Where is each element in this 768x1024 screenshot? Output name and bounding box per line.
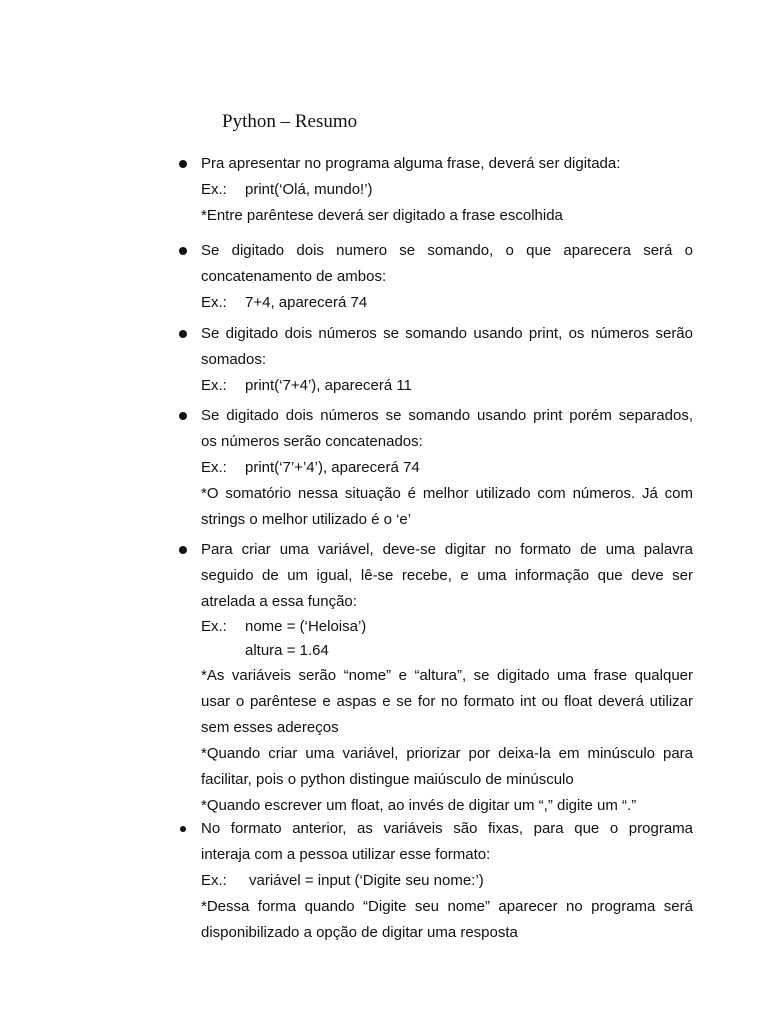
note-text: strings o melhor utilizado é o ‘e’	[201, 511, 412, 528]
list-item	[201, 537, 693, 819]
example-line	[201, 373, 693, 399]
note-text: *O somatório nessa situação é melhor utilizado com números. Já com	[201, 485, 693, 502]
note-text: *Dessa forma quando “Digite seu nome” aparecer no programa será	[201, 898, 693, 915]
example-code: nome = (‘Heloisa’)	[245, 618, 367, 635]
bullet-text: Se digitado dois números se somando usando print porém separados,	[201, 407, 693, 424]
note-text: sem esses adereços	[201, 719, 339, 736]
note-text: *As variáveis serão “nome” e “altura”, se digitado uma frase qualquer	[201, 667, 693, 684]
bullet-text: Pra apresentar no programa alguma frase, deverá ser digitada:	[201, 155, 621, 172]
example-line	[201, 177, 693, 203]
bullet-icon	[179, 160, 187, 168]
list-item	[201, 403, 693, 533]
bullet-text: Se digitado dois numero se somando, o que aparecera será o	[201, 242, 693, 259]
bullet-icon	[179, 247, 187, 255]
bullet-icon	[179, 412, 187, 420]
page-title: Python – Resumo	[222, 111, 358, 132]
bullet-text: interaja com a pessoa utilizar esse formato:	[201, 846, 491, 863]
example-code: variável = input (‘Digite seu nome:’)	[249, 872, 484, 889]
list-item	[201, 321, 693, 399]
example-line	[201, 615, 693, 639]
example-label: Ex.:	[201, 459, 227, 476]
example-label: Ex.:	[201, 377, 227, 394]
example-code: 7+4, aparecerá 74	[245, 294, 368, 311]
note-text: *Quando criar uma variável, priorizar por deixa-la em minúsculo para	[201, 745, 693, 762]
list-item	[201, 151, 693, 229]
bullet-icon	[179, 546, 187, 554]
example-label: Ex.:	[201, 294, 227, 311]
bullet-text: seguido de um igual, lê-se recebe, e uma informação que deve ser	[201, 567, 693, 584]
list-item	[201, 238, 693, 316]
note-text: *Quando escrever um float, ao invés de digitar um “,” digite um “.”	[201, 797, 637, 814]
bullet-text: Para criar uma variável, deve-se digitar no formato de uma palavra	[201, 541, 693, 558]
example-label: Ex.:	[201, 872, 227, 889]
example-label: Ex.:	[201, 618, 227, 635]
example-line	[201, 868, 693, 894]
example-code: print(‘Olá, mundo!’)	[245, 181, 373, 198]
bullet-icon	[180, 826, 186, 832]
bullet-text: atrelada a essa função:	[201, 593, 357, 610]
example-code: altura = 1.64	[245, 642, 329, 659]
bullet-text: Se digitado dois números se somando usando print, os números serão	[201, 325, 693, 342]
note-text: usar o parêntese e aspas e se for no formato int ou float deverá utilizar	[201, 693, 693, 710]
example-code: print(‘7’+’4’), aparecerá 74	[245, 459, 420, 476]
list-item	[201, 816, 693, 946]
note-text: *Entre parêntese deverá ser digitado a frase escolhida	[201, 207, 563, 224]
example-code: print(‘7+4’), aparecerá 11	[245, 377, 412, 394]
note-text: facilitar, pois o python distingue maiúsculo de minúsculo	[201, 771, 574, 788]
example-label: Ex.:	[201, 181, 227, 198]
bullet-text: No formato anterior, as variáveis são fixas, para que o programa	[201, 820, 693, 837]
bullet-text: os números serão concatenados:	[201, 433, 423, 450]
example-line	[201, 455, 693, 481]
bullet-text: concatenamento de ambos:	[201, 268, 387, 285]
note-text: disponibilizado a opção de digitar uma resposta	[201, 924, 518, 941]
bullet-icon	[179, 330, 187, 338]
example-line	[201, 290, 693, 316]
bullet-text: somados:	[201, 351, 267, 368]
